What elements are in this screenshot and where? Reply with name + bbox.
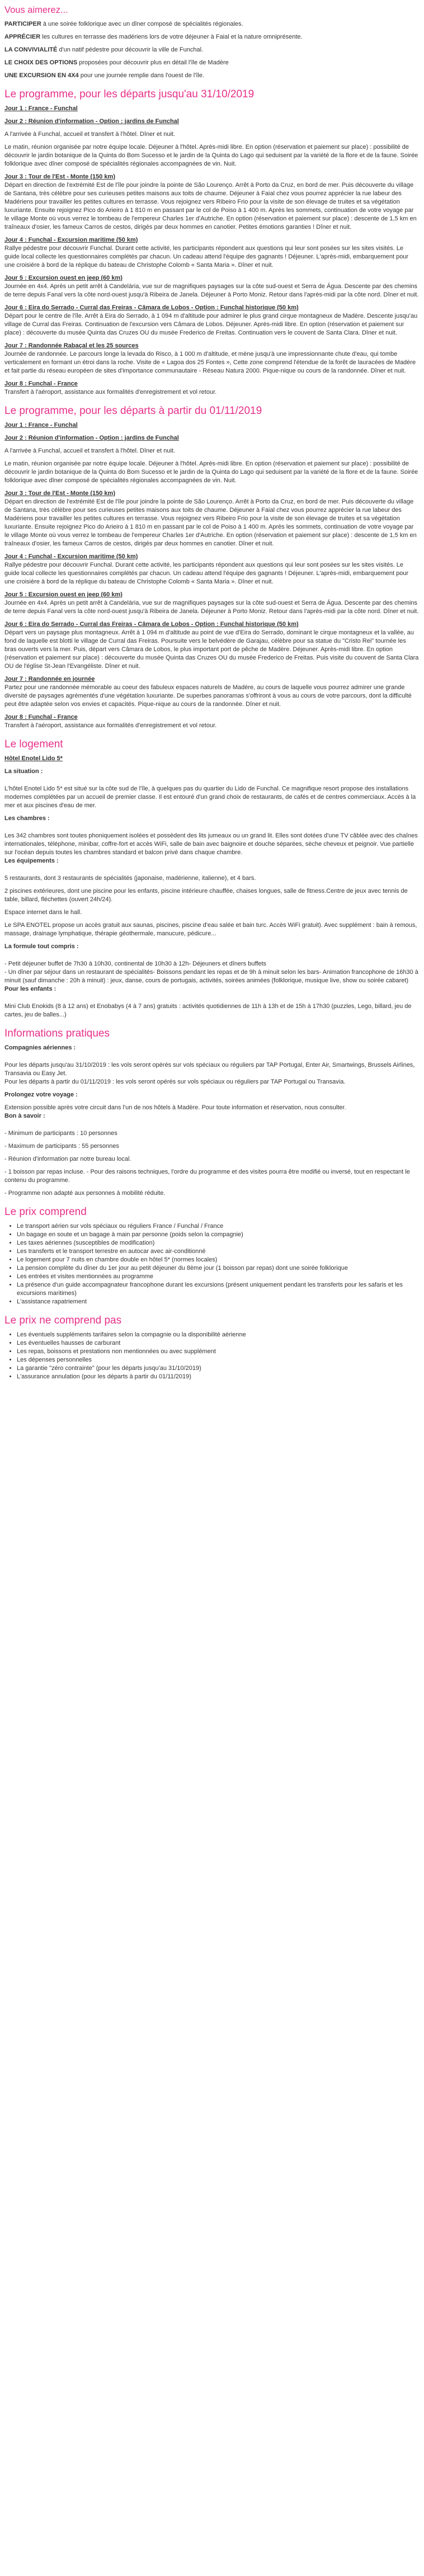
programme-day-title: [4, 342, 420, 350]
vous-aimerez-strong: UNE EXCURSION EN 4X4: [4, 72, 79, 79]
vous-aimerez-item: [4, 46, 420, 54]
day-label: Jour 1 : France - Funchal: [4, 105, 78, 112]
noncomprend-list: [4, 1331, 420, 1381]
vous-aimerez-rest: à une soirée folklorique avec un dîner composé de spécialités régionales.: [41, 21, 243, 27]
equipements-list: [4, 874, 420, 938]
programme-day-title: [4, 173, 420, 181]
bon-item: - Maximum de participants : 55 personnes: [4, 1143, 119, 1150]
bon-item: - Programme non adapté aux personnes à mobilité réduite.: [4, 1190, 166, 1197]
list-item: • Les transferts et le transport terrestre en autocar avec air-conditionné: [17, 1247, 420, 1256]
prolongez-text: Extension possible après votre circuit dans l'un de nos hôtels à Madère. Pour toute information et réservation, nous consulter.: [4, 1104, 346, 1111]
list-item: • Les éventuelles hausses de carburant: [17, 1339, 420, 1348]
spacer: [4, 430, 420, 434]
programme-day-title: [4, 274, 420, 282]
programme-day-text: Transfert à l'aéroport, assistance aux formalités d'enregistrement et vol retour.: [4, 389, 217, 395]
vous-aimerez-strong: LE CHOIX DES OPTIONS: [4, 59, 78, 66]
spacer: [4, 442, 420, 447]
bon-item: - 1 boisson par repas incluse. - Pour des raisons techniques, l'ordre du programme et des visites pourra être modifié ou inversé, tout en respectant le contenu du programme.: [4, 1169, 410, 1184]
day-label: Jour 8 : Funchal - France: [4, 380, 78, 387]
spacer: [4, 126, 420, 130]
chambres-text: Les 342 chambres sont toutes phoniquement isolées et possèdent des lits jumeaux ou un grand lit. Elles sont dotées d'une TV câblée avec des chaînes internationales, téléphone, minibar, coffre-fort et accès WiFi, salle de bain avec baignoire et douche séparées, sèche cheveux et peignoir. Vue partielle sur l'océan depuis toutes les chambres standard et balcon privé dans chaque chambre.: [4, 832, 418, 856]
programme-day-title: [4, 620, 420, 629]
day-label: Jour 3 : Tour de l'Est - Monte (150 km): [4, 490, 115, 497]
bon-item: - Réunion d'information par notre bureau local.: [4, 1156, 131, 1162]
hotel-name: Hôtel Enotel Lido 5*: [4, 755, 63, 762]
vous-aimerez-strong: PARTICIPER: [4, 21, 41, 27]
vous-aimerez-rest: pour une journée remplie dans l'ouest de l'île.: [78, 72, 204, 79]
day-label: Jour 6 : Eira do Serrado - Curral das Freiras - Câmara de Lobos - Option : Funchal historique (50 km): [4, 304, 299, 311]
programme-day-text: Départ vers un paysage plus montagneux. Arrêt à 1 094 m d'altitude au point de vue d'Eira do Serrado, dominant le cirque montagneux et la vallée, au fond de laquelle est blotti le village de Curral das Freiras. Poursuite vers le belvédère de Garajau, célèbre pour sa statue du "Cristo Rei" tournée les bras ouverts vers la mer. Puis, départ vers Câmara de Lobos, le plus important port de pêche de Madère. Déjeuner. Après-midi libre. En option (réservation et paiement sur place) : découverte du musée Quinta das Cruzes OU du musée Frederico de Freitas. Puis visite du couvent de Santa Clara OU de l'église St-Jean l'Evangéliste. Dîner et nuit.: [4, 629, 419, 670]
situation-label: La situation :: [4, 768, 43, 775]
programme-day-title: [4, 675, 420, 684]
vous-aimerez-strong: APPRÉCIER: [4, 34, 41, 40]
programme-2-body: [4, 421, 420, 730]
programme-day-text: Départ pour le centre de l'île. Arrêt à Eira do Serrado, à 1 094 m d'altitude pour admirer le plus grand cirque montagneux de Madère. Descente jusqu'au village de Curral das Freiras. Continuation de l'excursion vers Câmara de Lobos. Déjeuner. Après-midi libre. En option (réservation et paiement sur place) : découverte du musée Quinta das Cruzes OU du musée Frederico de Freitas. Continuation vers le couvent de Santa Clara. Dîner et nuit.: [4, 313, 418, 336]
programme-day-text: A l'arrivée à Funchal, accueil et transfert à l'hôtel. Dîner et nuit.: [4, 448, 176, 454]
comprend-list: [4, 1222, 420, 1306]
programme-day-text: Départ en direction de l'extrémité Est de l'île pour joindre la pointe de São Lourenço. Arrêt à Porto da Cruz, en bord de mer. Puis découverte du village de Santana, très célèbre pour ses curieuses petites maisons aux toits de chaume. Déjeuner à Faial chez vous pourrez apprécier la rue labeur des Madériens pour travailler les petites cultures en terrasse. Vous rejoignez vers Ribeiro Frio pour la visite de son élevage de truites et sa végétation luxuriante. Ensuite rejoignez Pico do Arieiro à 1 810 m en passant par le col de Poiso à 1 400 m. Après les sommets, continuation de votre voyage par le village Monte où vous verrez le tombeau de l'empereur Charles 1er d'Autriche. En option (réservation et paiement sur place) : descente de 1,5 km en traîneaux d'osier, les fameux Carros de cestos, dirigés par deux hommes en canotier. Dîner et nuit.: [4, 498, 417, 547]
list-item: • Les entrées et visites mentionnées au programme: [17, 1273, 420, 1281]
chambres-label: Les chambres :: [4, 815, 50, 822]
list-item: • Le transport aérien sur vols spéciaux ou réguliers France / Funchal / France: [17, 1222, 420, 1231]
prolongez-label: Prolongez votre voyage :: [4, 1091, 78, 1098]
equipement-item: Espace internet dans le hall.: [4, 909, 82, 916]
list-item: • Un bagage en soute et un bagage à main par personne (poids selon la compagnie): [17, 1231, 420, 1239]
day-label: Jour 1 : France - Funchal: [4, 422, 78, 428]
vous-aimerez-item: [4, 33, 420, 41]
day-label: Jour 5 : Excursion ouest en jeep (60 km): [4, 591, 123, 598]
formule-text: - Petit déjeuner buffet de 7h30 à 10h30, continental de 10h30 à 12h- Déjeuners et dîners buffets - Un dîner par séjour dans un restaurant de spécialités- Boissons pendant les repas et de 9h à minuit selon les bars- Animation francophone de 16h30 à minuit (sauf dimanche : 20h à minuit) : jeux, danse, cours de portugais, activités, soirées animées (folklorique, musique live, show ou soirée cabaret): [4, 960, 418, 984]
list-item: • Les éventuels suppléments tarifaires selon la compagnie ou la disponibilité aérienne: [17, 1331, 420, 1339]
list-item: • La garantie "zéro contrainte" (pour les départs jusqu'au 31/10/2019): [17, 1364, 420, 1373]
programme-day-title: [4, 117, 420, 126]
programme-day-title: [4, 421, 420, 430]
programme-day-text: Le matin, réunion organisée par notre équipe locale. Déjeuner à l'hôtel. Après-midi libre. En option (réservation et paiement sur place) : possibilité de découvrir le jardin botanique de la Quinta do Bom Sucesso et le jardin de la Quinta do Lago qui seduisent par la variété de la flore et de la faune. Soirée folklorique avec dîner composé de spécialités régionales accompagnées de vin. Nuit.: [4, 144, 418, 167]
list-item: • La pension complète du dîner du 1er jour au petit déjeuner du 8ème jour (1 boisson par repas) dont une soirée folklorique: [17, 1264, 420, 1273]
programme-day-title: [4, 380, 420, 388]
programme-day-title: [4, 489, 420, 498]
vous-aimerez-rest: d'un natif pédestre pour découvrir la ville de Funchal.: [57, 46, 204, 53]
vous-aimerez-strong: LA CONVIVIALITÉ: [4, 46, 58, 53]
bon-label: Bon à savoir :: [4, 1113, 45, 1119]
aeriennes-text: Pour les départs jusqu'au 31/10/2019 : les vols seront opérés sur vols spéciaux ou réguliers par TAP Portugal, Enter Air, Smartwings, Brussels Airlines, Transavia ou Easy Jet. Pour les départs à partir du 01/11/2019 : les vols seront opérés sur vols spéciaux ou réguliers par TAP Portugal ou Transavia.: [4, 1062, 415, 1085]
aeriennes-label: Compagnies aériennes :: [4, 1044, 76, 1051]
day-label: Jour 6 : Eira do Serrado - Curral das Freiras - Câmara de Lobos - Option : Funchal historique (50 km): [4, 621, 299, 628]
bon-item: - Minimum de participants : 10 personnes: [4, 1130, 117, 1137]
situation-text: L'hôtel Enotel Lido 5* est situé sur la côte sud de l'île, à quelques pas du quartier du Lido de Funchal. Ce magnifique resort propose des installations modernes complétées par un accueil de premier classe. Il est entouré d'un grand choix de restaurants, de cafés et de centres commerciaux. Accès à la mer et aux piscines d'eau de mer.: [4, 785, 416, 809]
programme-day-text: Rallye pédestre pour découvrir Funchal. Durant cette activité, les participants répondent aux questions qui leur sont posées sur les sites visités. Le guide local collecte les questionnaires complétés par chacun. Un cadeau attend l'équipe des gagnants ! Déjeuner. L'après-midi, embarquement pour une croisière à bord de la réplique du bateau de Christophe Colomb « Santa Maria ». Dîner et nuit.: [4, 245, 409, 269]
formule-label: La formule tout compris :: [4, 943, 79, 950]
list-item: • Les repas, boissons et prestations non mentionnées ou avec supplément: [17, 1348, 420, 1356]
noncomprend-title: Le prix ne comprend pas: [4, 1315, 122, 1326]
day-label: Jour 2 : Réunion d'information - Option : jardins de Funchal: [4, 118, 179, 125]
programme-day-text: Transfert à l'aéroport, assistance aux formalités d'enregistrement et vol retour.: [4, 722, 217, 729]
list-item: • Le logement pour 7 nuits en chambre double en hôtel 5* (normes locales): [17, 1256, 420, 1264]
day-label: Jour 7 : Randonnée Rabaçal et les 25 sources: [4, 342, 139, 349]
day-label: Jour 2 : Réunion d'information - Option : jardins de Funchal: [4, 435, 179, 441]
day-label: Jour 4 : Funchal - Excursion maritime (50 km): [4, 553, 138, 560]
bon-list: [4, 1129, 420, 1198]
vous-aimerez-list: [4, 20, 420, 80]
day-label: Jour 7 : Randonnée en journée: [4, 676, 95, 682]
programme-day-text: Partez pour une randonnée mémorable au coeur des fabuleux espaces naturels de Madère, au cours de laquelle vous pourrez admirer une grande diversité de paysages agrémentés d'une végétation luxuriante. De superbes panoramas s'offriront à vous au cours de votre parcours, dont la difficulté peut être adaptée selon vos envies et capacités. Pique-nique au cours de la randonnée. Dîner et nuit.: [4, 684, 412, 708]
vous-aimerez-rest: proposées pour découvrir plus en détail l'île de Madère: [77, 59, 229, 66]
day-label: Jour 5 : Excursion ouest en jeep (60 km): [4, 275, 123, 281]
infos-title: Informations pratiques: [4, 1028, 110, 1039]
list-item: • Les dépenses personnelles: [17, 1356, 420, 1364]
list-item: • La présence d'un guide accompagnateur francophone durant les excursions (présent uniquement pendant les transferts pour les safaris et les excursions maritimes): [17, 1281, 420, 1298]
programme-day-title: [4, 553, 420, 561]
vous-aimerez-rest: les cultures en terrasse des madériens lors de votre déjeuner à Faial et la nature omniprésente.: [40, 34, 303, 40]
spacer: [4, 113, 420, 117]
programme-day-text: A l'arrivée à Funchal, accueil et transfert à l'hôtel. Dîner et nuit.: [4, 131, 176, 138]
equipement-item: 5 restaurants, dont 3 restaurants de spécialités (japonaise, madérienne, italienne), et 4 bars.: [4, 875, 256, 882]
day-label: Jour 3 : Tour de l'Est - Monte (150 km): [4, 173, 115, 180]
day-label: Jour 8 : Funchal - France: [4, 714, 78, 720]
programme-day-text: Le matin, réunion organisée par notre équipe locale. Déjeuner à l'hôtel. Après-midi libre. En option (réservation et paiement sur place) : possibilité de découvrir le jardin botanique de la Quinta do Bom Sucesso et le jardin de la Quinta do Lago qui seduisent par la variété de la flore et de la faune. Soirée folklorique avec dîner composé de spécialités régionales accompagnées de vin. Nuit.: [4, 460, 418, 484]
programme-day-title: [4, 105, 420, 113]
day-label: Jour 4 : Funchal - Excursion maritime (50 km): [4, 237, 138, 243]
vous-aimerez-item: [4, 59, 420, 67]
programme-day-text: Journée en 4x4. Après un petit arrêt à Candelária, vue sur de magnifiques paysages sur la côte sud-ouest et Serra de Água. Descente par des chemins de terre depuis Fanal vers la côte nord-ouest jusqu'à Ribeira de Janela. Déjeuner à Porto Moniz. Retour dans l'après-midi par la côte nord. Dîner et nuit.: [4, 600, 419, 615]
programme-day-text: Journée de randonnée. Le parcours longe la levada do Risco, à 1 000 m d'altitude, et mène jusqu'à une impressionnante chute d'eau, qui tombe verticalement en formant un étroi dans la roche. Visite de « Lagoa dos 25 Fontes », Cette zone comprend l'étendue de la forêt de lauracées de Madère et fait partie du réseau européen de sites d'importance communautaire - Réseau Natura 2000. Pique-nique ou cours de la randonnée. Dîner et nuit.: [4, 351, 416, 374]
programme-day-text: Départ en direction de l'extrémité Est de l'île pour joindre la pointe de São Lourenço. Arrêt à Porto da Cruz, en bord de mer. Puis découverte du village de Santana, très célèbre pour ses curieuses petites maisons aux toits de chaume. Déjeuner à Faial chez vous pourrez apprécier la rue labeur des Madériens pour travailler les petites cultures en terrasse. Vous rejoignez vers Ribeiro Frio pour la visite de son élevage de truites et sa végétation luxuriante. Ensuite rejoignez Pico do Arieiro à 1 810 m en passant par le col de Poiso à 1 400 m. Après les sommets, continuation de votre voyage par le village Monte où vous verrez le tombeau de l'empereur Charles 1er d'Autriche. En option (réservation et paiement sur place) : descente de 1,5 km en traîneaux d'osier, les fameux Carros de cestos, dirigés par deux hommes en canotier. Petites émotions garanties ! Dîner et nuit.: [4, 182, 417, 230]
programme-day-title: [4, 434, 420, 442]
list-item: • Les taxes aériennes (susceptibles de modification): [17, 1239, 420, 1247]
equipement-item: Le SPA ENOTEL propose un accès gratuit aux saunas, piscines, piscine d'eau salée et bain turc. Accès WiFi gratuit). Avec supplément : bain à remous, massage, drainage lymphatique, thérapie géothermale, manucure, pédicure...: [4, 922, 417, 937]
logement-title: Le logement: [4, 738, 63, 750]
programme-day-title: [4, 236, 420, 244]
programme-2-title: Le programme, pour les départs à partir du 01/11/2019: [4, 405, 262, 417]
enfants-text: Mini Club Enokids (8 à 12 ans) et Enobabys (4 à 7 ans) gratuits : activités quotidiennes de 11h à 13h et de 15h à 17h30 (puzzles, Lego, billard, jeu de cartes, jeu de balles...): [4, 1003, 412, 1018]
enfants-label: Pour les enfants :: [4, 986, 56, 992]
programme-1-body: [4, 105, 420, 397]
programme-day-text: Journée en 4x4. Après un petit arrêt à Candelária, vue sur de magnifiques paysages sur la côte sud-ouest et Serra de Água. Descente par des chemins de terre depuis Fanal vers la côte nord-ouest jusqu'à Ribeira de Janela. Déjeuner à Porto Moniz. Retour dans l'après-midi par la côte nord. Dîner et nuit.: [4, 283, 419, 298]
equipements-label: Les équipements :: [4, 858, 59, 864]
programme-day-title: [4, 304, 420, 312]
list-item: • L'assistance rapatriement: [17, 1298, 420, 1306]
equipement-item: 2 piscines extérieures, dont une piscine pour les enfants, piscine intérieure chauffée, chaises longues, salle de fitness.Centre de jeux avec tennis de table, billard, fléchettes (ouvert 24h/24).: [4, 888, 408, 903]
vous-aimerez-title: Vous aimerez...: [4, 5, 68, 15]
comprend-title: Le prix comprend: [4, 1206, 87, 1218]
vous-aimerez-item: [4, 72, 420, 80]
programme-1-title: Le programme, pour les départs jusqu'au 31/10/2019: [4, 88, 255, 100]
vous-aimerez-item: [4, 20, 420, 29]
programme-day-text: Rallye pédestre pour découvrir Funchal. Durant cette activité, les participants répondent aux questions qui leur sont posées sur les sites visités. Le guide local collecte les questionnaires complétés par chacun. Un cadeau attend l'équipe des gagnants ! Déjeuner. L'après-midi, embarquement pour une croisière à bord de la réplique du bateau de Christophe Colomb « Santa Maria ». Dîner et nuit.: [4, 562, 409, 585]
list-item: • L'assurance annulation (pour les départs à partir du 01/11/2019): [17, 1373, 420, 1381]
programme-day-title: [4, 713, 420, 722]
programme-day-title: [4, 591, 420, 599]
